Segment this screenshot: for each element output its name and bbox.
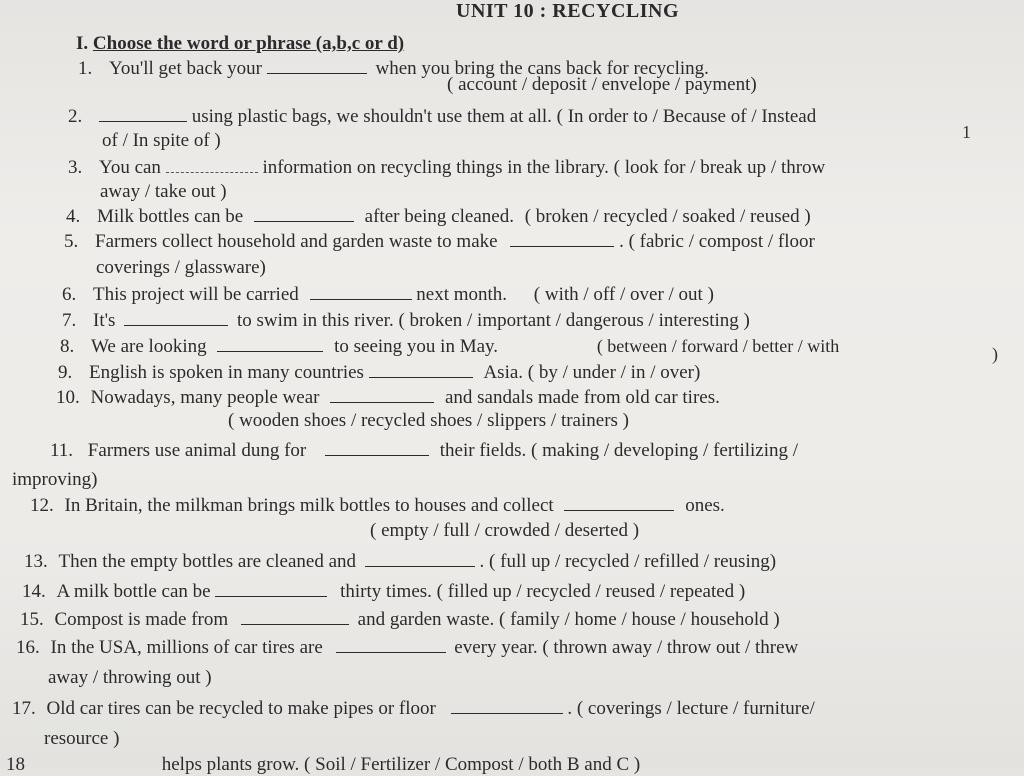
question-text-before: You'll get back your [109,58,262,79]
question-3-continued: away / take out ) [100,181,227,202]
question-text-before: We are looking [91,336,207,357]
question-text-before: In Britain, the milkman brings milk bottles to houses and collect [64,495,554,516]
question-13 [24,550,776,573]
question-14 [22,580,745,603]
question-text-before: It's [93,310,116,331]
answer-blank[interactable] [336,636,446,653]
question-number: 2. [68,106,83,127]
question-11 [50,439,798,462]
question-text-before: Old car tires can be recycled to make pipes or floor [46,698,436,719]
answer-blank[interactable] [124,309,228,326]
question-number: 17. [12,698,36,719]
question-1-options: ( account / deposit / envelope / payment) [447,74,757,95]
question-number: 1. [78,58,93,79]
question-text-after: information on recycling things in the library. ( look for / break up / throw [262,157,826,178]
question-text-after: their fields. ( making / developing / fertilizing / [439,440,799,461]
question-number: 18 [6,754,25,775]
answer-blank[interactable] [267,57,367,74]
question-text-before: You can [99,157,161,178]
question-number: 11. [50,440,74,461]
question-text-before: This project will be carried [93,284,299,305]
question-17-continued: resource ) [44,728,120,749]
question-number: 4. [66,206,81,227]
question-text-before: A milk bottle can be [56,581,211,602]
question-number: 3. [68,157,83,178]
question-text-after: . ( fabric / compost / floor [619,231,815,252]
question-text-after: every year. ( thrown away / throw out / threw [454,637,799,658]
question-number: 6. [62,284,77,305]
answer-blank[interactable] [451,697,563,714]
question-9 [58,361,700,384]
question-7 [62,309,750,332]
question-2-continued: of / In spite of ) [102,130,221,151]
answer-blank[interactable] [564,494,674,511]
question-options: ( with / off / over / out ) [533,284,714,305]
question-text-after: and sandals made from old car tires. [444,387,720,408]
question-number: 8. [60,336,75,357]
question-text-after: . ( coverings / lecture / furniture/ [567,698,815,719]
question-15 [20,608,780,631]
question-11-continued: improving) [12,469,98,490]
question-10 [56,386,720,409]
question-5-continued: coverings / glassware) [96,257,266,278]
question-16-continued: away / throwing out ) [48,667,212,688]
answer-blank[interactable] [99,105,187,122]
answer-blank[interactable] [510,230,614,247]
question-text-before: Milk bottles can be [97,206,244,227]
answer-blank[interactable] [217,335,323,352]
question-number: 15. [20,609,44,630]
question-text-after: . ( full up / recycled / refilled / reusing) [479,551,777,572]
question-18-partial [6,754,640,776]
question-text-partial: helps plants grow. ( Soil / Fertilizer / Compost / both B and C ) [161,754,641,775]
question-text-before: Then the empty bottles are cleaned and [58,551,357,572]
answer-blank[interactable] [310,283,412,300]
question-16 [16,636,798,659]
question-text-before: Farmers collect household and garden waste to make [95,231,498,252]
margin-mark-one: 1 [962,122,971,142]
question-text-after: using plastic bags, we shouldn't use them at all. ( In order to / Because of / Instead [191,106,817,127]
question-6 [62,283,714,306]
question-options: ( between / forward / better / with [596,336,840,356]
question-5 [64,230,815,253]
question-text-after: to swim in this river. ( broken / important / dangerous / interesting ) [236,310,750,331]
section-number: I. [76,33,89,54]
margin-mark-paren: ) [992,344,998,364]
question-8 [60,335,839,358]
question-12 [30,494,725,517]
answer-blank[interactable] [325,439,429,456]
question-text-after: ones. [685,495,725,516]
question-17 [12,697,815,720]
question-text-before: English is spoken in many countries [89,362,364,383]
question-number: 16. [16,637,40,658]
answer-blank[interactable] [254,205,354,222]
question-text-after: and garden waste. ( family / home / house / household ) [357,609,780,630]
question-number: 13. [24,551,48,572]
question-text-after: next month. [416,284,508,305]
answer-blank[interactable] [365,550,475,567]
question-12-options: ( empty / full / crowded / deserted ) [370,520,640,541]
question-text-after: after being cleaned. [364,206,514,227]
question-number: 12. [30,495,54,516]
question-number: 5. [64,231,79,252]
question-number: 10. [56,387,80,408]
answer-blank[interactable] [166,156,258,173]
answer-blank[interactable] [241,608,349,625]
answer-blank[interactable] [330,386,434,403]
question-options: ( broken / recycled / soaked / reused ) [524,206,811,227]
question-number: 14. [22,581,46,602]
question-text-before: In the USA, millions of car tires are [50,637,323,658]
question-3 [68,156,825,179]
question-text-before: Nowadays, many people wear [90,387,320,408]
unit-title: UNIT 10 : RECYCLING [456,0,680,22]
question-text-before: Farmers use animal dung for [87,440,307,461]
question-text-after: Asia. ( by / under / in / over) [483,362,701,383]
question-2 [68,105,816,128]
question-10-options: ( wooden shoes / recycled shoes / slippers / trainers ) [228,410,630,431]
section-heading [76,33,404,55]
question-text-before: Compost is made from [54,609,229,630]
question-number: 9. [58,362,73,383]
question-number: 7. [62,310,77,331]
question-text-after: when you bring the cans back for recycling. [375,58,709,79]
answer-blank[interactable] [215,580,327,597]
answer-blank[interactable] [369,361,473,378]
question-4 [66,205,811,228]
section-label: Choose the word or phrase (a,b,c or d) [92,33,405,54]
question-text-after: thirty times. ( filled up / recycled / reused / repeated ) [340,581,746,602]
question-text-after: to seeing you in May. [334,336,499,357]
